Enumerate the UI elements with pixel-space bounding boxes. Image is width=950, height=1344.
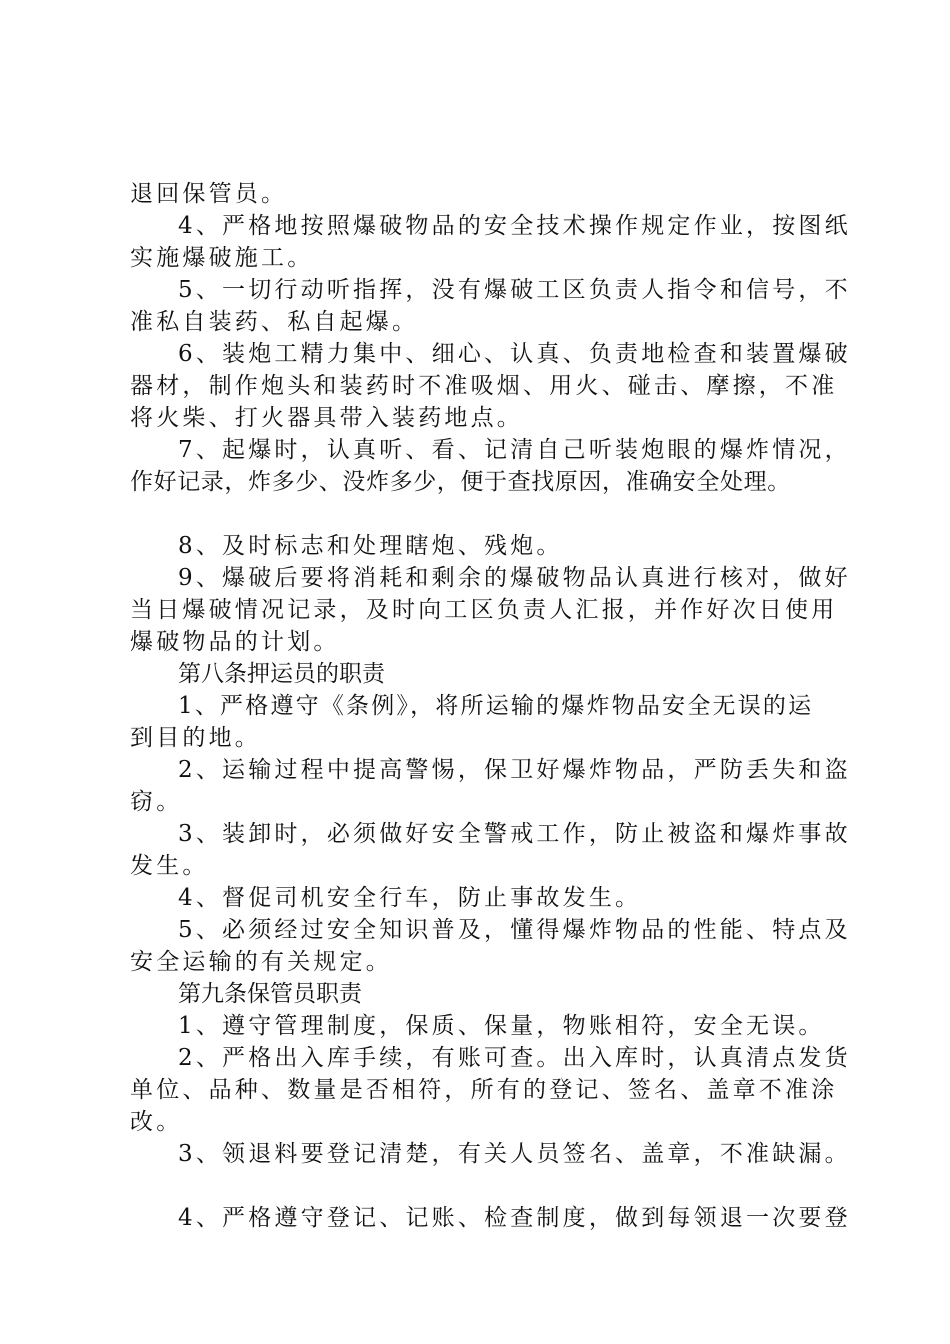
text-line: 3、装卸时，必须做好安全警戒工作，防止被盗和爆炸事故	[178, 821, 851, 847]
text-line: 1、严格遵守《条例》，将所运输的爆炸物品安全无误的运	[178, 693, 814, 719]
text-line: 4、严格地按照爆破物品的安全技术操作规定作业，按图纸	[178, 213, 851, 239]
text-line: 6、装炮工精力集中、细心、认真、负责地检查和装置爆破	[178, 341, 851, 367]
text-line: 作好记录，炸多少、没炸多少，便于查找原因，准确安全处理。	[130, 469, 791, 495]
text-line: 5、一切行动听指挥，没有爆破工区负责人指令和信号，不	[178, 277, 851, 303]
text-line: 将火柴、打火器具带入装药地点。	[130, 405, 523, 431]
text-line: 安全运输的有关规定。	[130, 949, 392, 975]
text-line: 爆破物品的计划。	[130, 629, 340, 655]
text-line: 9、爆破后要将消耗和剩余的爆破物品认真进行核对，做好	[178, 565, 851, 591]
text-line: 4、督促司机安全行车，防止事故发生。	[178, 885, 642, 911]
text-line: 2、运输过程中提高警惕，保卫好爆炸物品，严防丢失和盗	[178, 757, 851, 783]
text-line: 1、遵守管理制度，保质、保量，物账相符，安全无误。	[178, 1013, 825, 1039]
text-line: 3、领退料要登记清楚，有关人员签名、盖章，不准缺漏。	[178, 1141, 851, 1167]
text-line: 改。	[130, 1109, 183, 1135]
text-line: 当日爆破情况记录，及时向工区负责人汇报，并作好次日使用	[130, 597, 838, 623]
text-line: 退回保管员。	[130, 181, 288, 207]
text-line: 窃。	[130, 789, 183, 815]
text-line: 实施爆破施工。	[130, 245, 314, 271]
text-line: 8、及时标志和处理瞎炮、残炮。	[178, 533, 563, 559]
text-line: 准私自装药、私自起爆。	[130, 309, 419, 335]
text-line: 4、严格遵守登记、记账、检查制度，做到每领退一次要登	[178, 1205, 851, 1231]
text-line: 2、严格出入库手续，有账可查。出入库时，认真清点发货	[178, 1045, 851, 1071]
section-heading: 第九条保管员职责	[178, 981, 362, 1007]
text-line: 5、必须经过安全知识普及，懂得爆炸物品的性能、特点及	[178, 917, 851, 943]
text-line: 器材，制作炮头和装药时不准吸烟、用火、碰击、摩擦，不准	[130, 373, 838, 399]
text-line: 7、起爆时，认真听、看、记清自己听装炮眼的爆炸情况，	[178, 437, 851, 463]
text-line: 到目的地。	[130, 725, 261, 751]
text-line: 单位、品种、数量是否相符，所有的登记、签名、盖章不准涂	[130, 1077, 838, 1103]
section-heading: 第八条押运员的职责	[178, 661, 385, 687]
text-line: 发生。	[130, 853, 209, 879]
